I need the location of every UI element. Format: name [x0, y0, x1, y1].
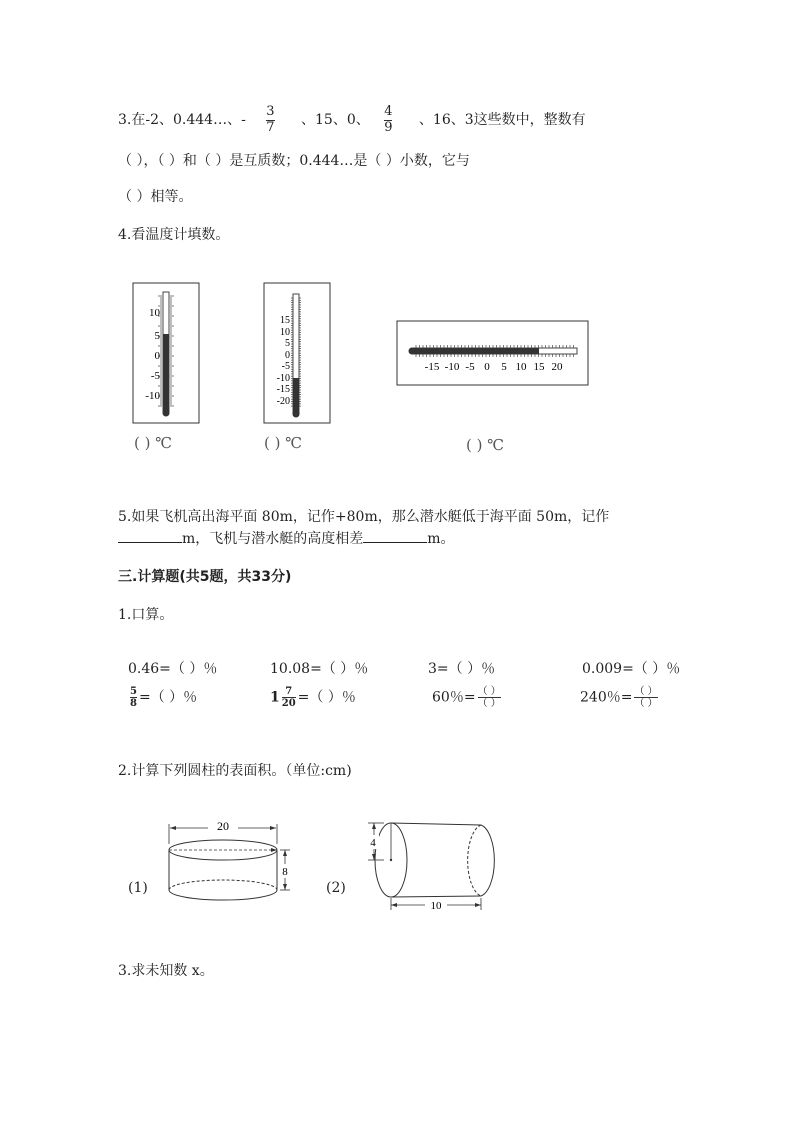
q5-text-b: m。 — [427, 531, 455, 547]
c1-row1-d: 0.009=（ ）％ — [582, 661, 681, 677]
q5-line1: 5.如果飞机高出海平面 80m，记作+80m，那么潜水艇低于海平面 50m，记作 — [118, 509, 610, 525]
q3-line2: （ ），（ ）和（ ）是互质数；0.444…是（ ）小数，它与 — [118, 153, 470, 169]
thermo1-answer: ( ) ℃ — [134, 434, 173, 452]
t3-label-5: 5 — [501, 361, 507, 373]
thermo2-answer: ( ) ℃ — [264, 434, 303, 452]
q5-line2 — [118, 528, 455, 548]
t3-label-m10: -10 — [444, 361, 460, 373]
thermometer-3 — [396, 320, 590, 388]
c3-title: 3.求未知数 x。 — [118, 963, 214, 979]
c1-row2-d: 240％= $\frac{( )}{( )}$ — [580, 686, 658, 709]
c1-row1-a: 0.46=（ ）％ — [128, 661, 218, 677]
q4-title: 4.看温度计填数。 — [118, 227, 230, 243]
cylinder-1-figure — [160, 816, 300, 908]
fraction-blank: $\frac{( )}{( )}$ — [477, 686, 501, 709]
c1-row1-b: 10.08=（ ）％ — [270, 661, 369, 677]
thermometer-2 — [262, 282, 332, 427]
t2-label-15: 15 — [280, 315, 290, 326]
t2-label-m5: -5 — [281, 361, 290, 372]
fraction-4-9: $\frac{4}{9}$ — [384, 104, 393, 135]
fraction-3-7: $\frac{3}{7}$ — [266, 104, 275, 135]
q3-line1 — [118, 104, 586, 136]
cyl2-radius: 4 — [370, 837, 376, 849]
thermo3-answer: ( ) ℃ — [466, 436, 505, 454]
t2-label-m20: -20 — [276, 396, 290, 407]
t2-label-5: 5 — [285, 338, 290, 349]
t1-label-10: 10 — [149, 307, 160, 319]
c1-row2-a: $\frac{5}{8}$ =（ ）％ — [130, 686, 198, 709]
q3-text-b: 、15、0、 — [301, 112, 370, 128]
t3-label-m15: -15 — [424, 361, 440, 373]
cyl1-label: (1) — [128, 880, 148, 896]
t3-label-10: 10 — [515, 361, 527, 373]
c1-title: 1.口算。 — [118, 607, 174, 623]
t3-label-m5: -5 — [465, 361, 475, 373]
t2-label-m15: -15 — [276, 384, 290, 395]
fraction-blank: $\frac{( )}{( )}$ — [634, 686, 658, 709]
q3-text-c: 、16、3这些数中，整数有 — [418, 112, 586, 128]
c1-row2-c: 60％= $\frac{( )}{( )}$ — [432, 686, 501, 709]
cyl1-diameter: 20 — [217, 819, 229, 833]
t3-label-20: 20 — [551, 361, 563, 373]
t2-label-0: 0 — [285, 350, 290, 361]
t2-label-10: 10 — [280, 327, 290, 338]
answer-blank[interactable] — [363, 542, 427, 543]
t3-label-15: 15 — [533, 361, 545, 373]
t1-label-0: 0 — [154, 350, 160, 362]
section-title: 三.计算题(共5题，共33分) — [118, 569, 292, 585]
t3-label-0: 0 — [484, 361, 490, 373]
cyl2-length: 10 — [430, 900, 442, 912]
t2-label-m10: -10 — [276, 373, 290, 384]
cyl1-height: 8 — [282, 866, 288, 878]
q3-line3: （ ）相等。 — [118, 189, 193, 205]
answer-blank[interactable] — [118, 542, 182, 543]
c1-row1-c: 3=（ ）％ — [428, 661, 496, 677]
c2-title: 2.计算下列圆柱的表面积。（单位:cm) — [118, 763, 352, 779]
fraction-7-20: $\frac{7}{20}$ — [281, 686, 296, 709]
cylinder-2-figure — [362, 816, 504, 912]
q3-text-a: 3.在-2、0.444…、- — [118, 112, 246, 128]
thermometer-1 — [130, 282, 202, 427]
fraction-5-8: $\frac{5}{8}$ — [130, 686, 137, 709]
cyl2-label: (2) — [326, 880, 346, 896]
t1-label-m10: -10 — [145, 390, 160, 402]
c1-row2-b: 1 $\frac{7}{20}$ =（ ）％ — [270, 686, 356, 709]
t1-label-m5: -5 — [150, 370, 160, 382]
q5-text-a: m，飞机与潜水艇的高度相差 — [182, 531, 364, 547]
t1-label-5: 5 — [154, 330, 160, 342]
